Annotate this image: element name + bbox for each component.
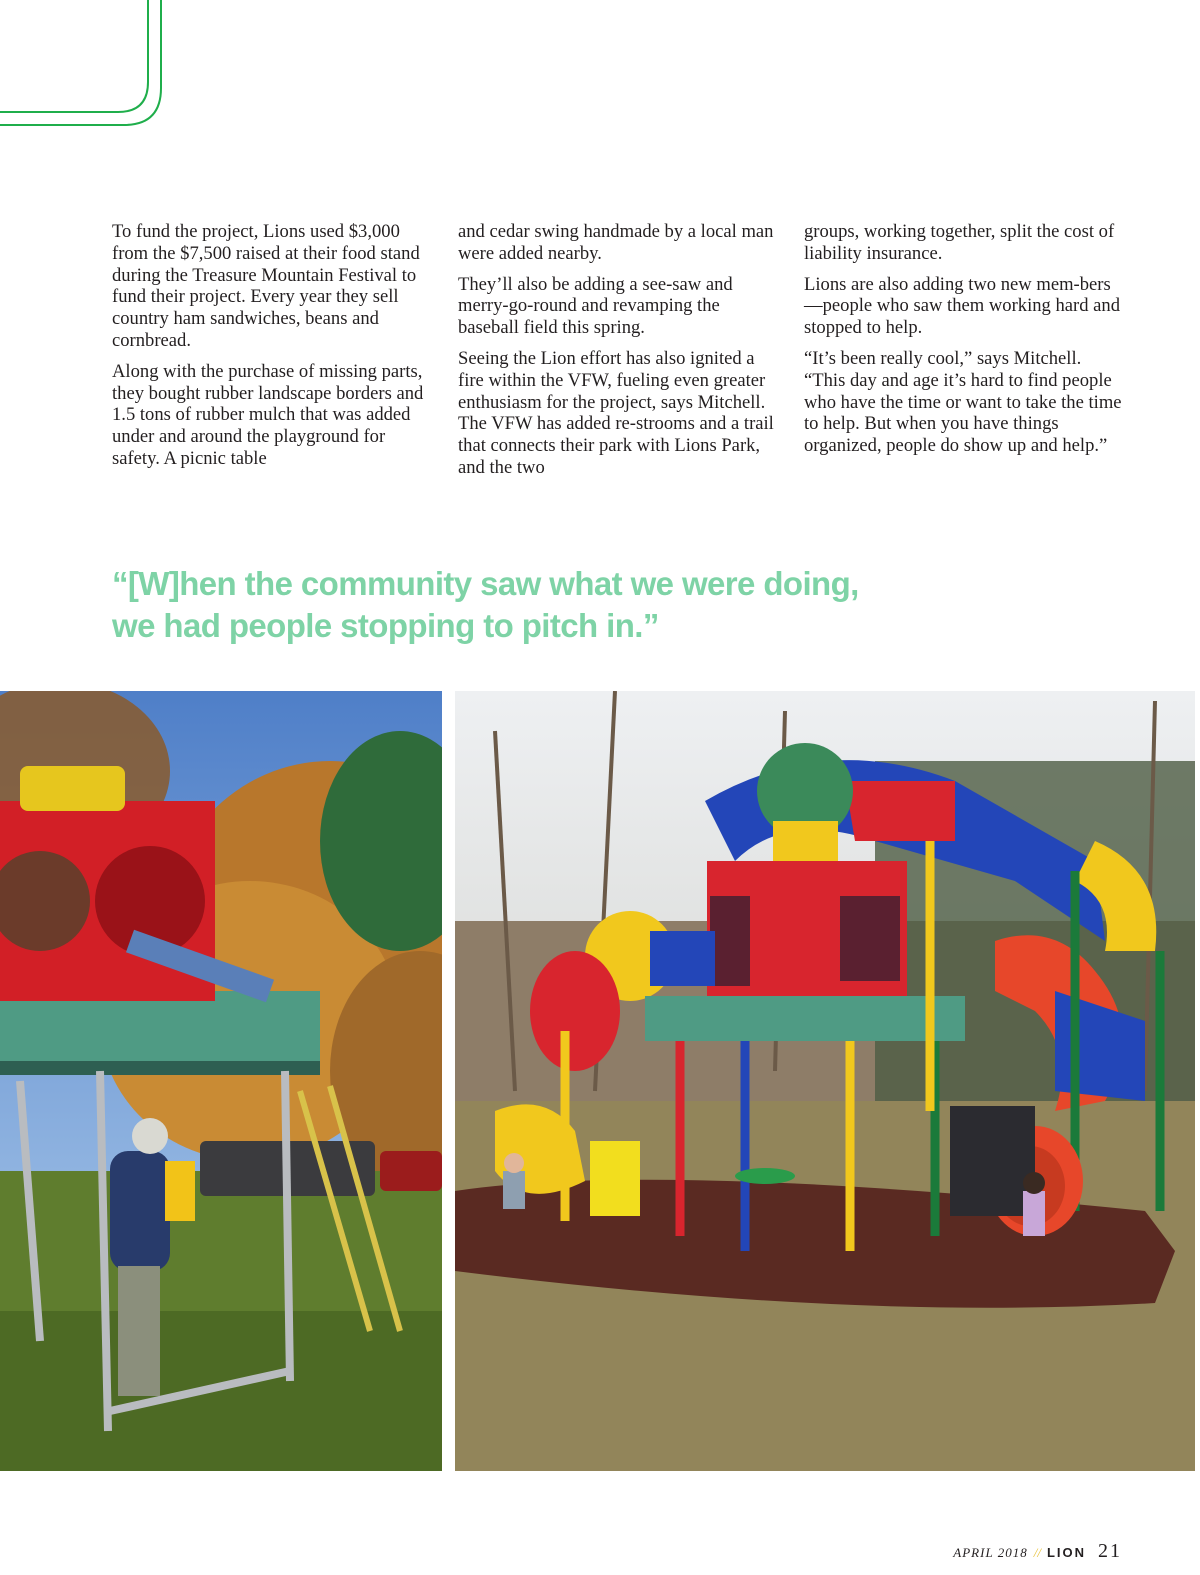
- corner-decoration: [0, 0, 180, 150]
- article-body: [112, 221, 1122, 488]
- column-3: [804, 221, 1122, 488]
- paragraph: groups, working together, split the cost of liability insurance.: [804, 221, 1115, 264]
- page-footer: [953, 1540, 1122, 1563]
- magazine-name: LION: [1046, 1545, 1086, 1560]
- playground-photo: [455, 691, 1195, 1471]
- column-2: [458, 221, 776, 488]
- paragraph: Seeing the Lion effort has also ignited a fire within the VFW, fueling even greater enthusiasm for the project, says Mitchell. The VFW has added re-strooms and a trail that connects their park with Lions Park, and the two: [458, 347, 774, 478]
- pull-quote: [112, 563, 912, 647]
- column-1: [112, 221, 430, 488]
- pull-quote-line: “[W]hen the community saw what we were doing,: [112, 565, 859, 602]
- issue-date: APRIL 2018: [953, 1545, 1028, 1560]
- paragraph: Along with the purchase of missing parts, they bought rubber landscape borders and 1.5 tons of rubber mulch that was added under and around the playground for safety. A picnic table: [112, 360, 424, 469]
- paragraph: Lions are also adding two new mem-bers—people who saw them working hard and stopped to help.: [804, 273, 1121, 339]
- paragraph: To fund the project, Lions used $3,000 from the $7,500 raised at their food stand during the Treasure Mountain Festival to fund their project. Every year they sell country ham sandwiches, beans and cornbread.: [112, 221, 420, 351]
- paragraph: and cedar swing handmade by a local man were added nearby.: [458, 221, 774, 264]
- footer-separator: //: [1033, 1545, 1041, 1560]
- pull-quote-line: we had people stopping to pitch in.”: [112, 607, 659, 644]
- paragraph: “It’s been really cool,” says Mitchell. “This day and age it’s hard to find people who have the time or want to take the time to help. But when you have things organized, people do show up and help.”: [804, 347, 1122, 457]
- page-number: 21: [1098, 1540, 1122, 1562]
- paragraph: They’ll also be adding a see-saw and merry-go-round and revamping the baseball field this spring.: [458, 273, 733, 339]
- volunteers-photo: [0, 691, 442, 1471]
